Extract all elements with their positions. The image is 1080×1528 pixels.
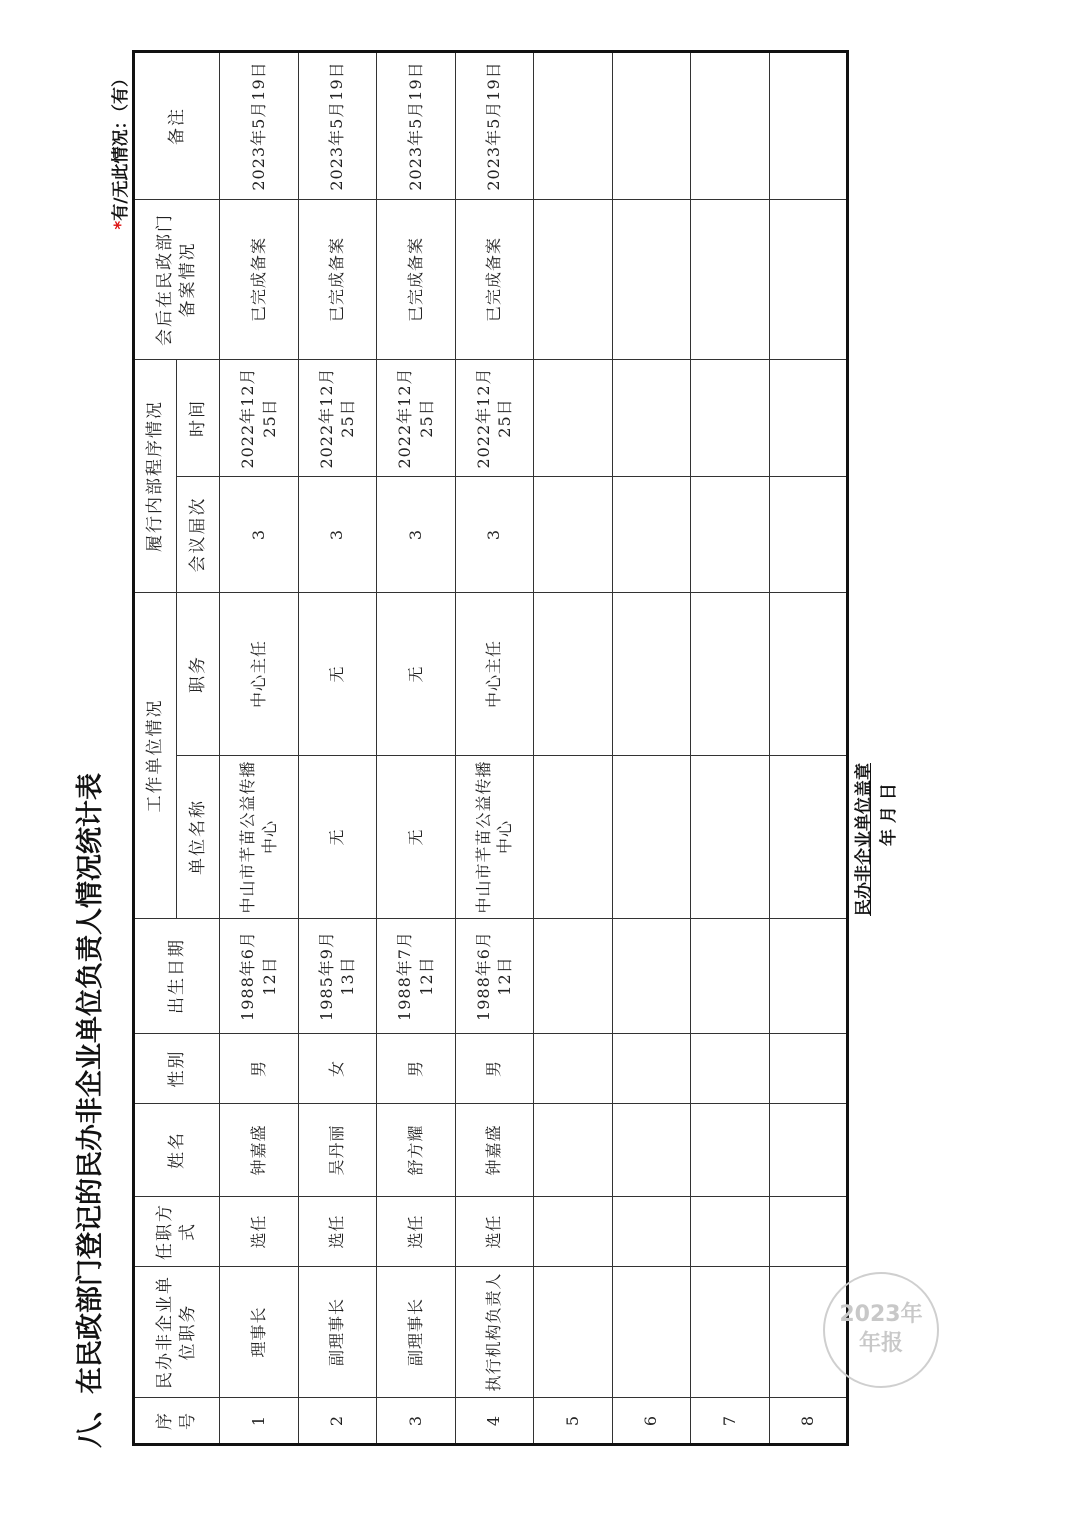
- cell-work-unit: [769, 756, 848, 919]
- header-seq: 序号: [134, 1398, 220, 1445]
- cell-position: [534, 1267, 613, 1398]
- availability-text: 有/无此情况：（有）: [111, 70, 131, 221]
- watermark-year: 2023年: [839, 1302, 923, 1328]
- cell-remark: [769, 52, 848, 200]
- cell-session: [769, 477, 848, 593]
- cell-position: 执行机构负责人: [455, 1267, 534, 1398]
- table-row: [455, 52, 534, 1445]
- header-proc-group: 履行内部程序情况: [134, 360, 177, 593]
- header-gender: 性别: [134, 1034, 220, 1104]
- cell-session: 3: [298, 477, 377, 593]
- cell-appoint: 选任: [455, 1197, 534, 1267]
- cell-work-post: 无: [298, 593, 377, 756]
- table-row: [769, 52, 848, 1445]
- cell-appoint: 选任: [220, 1197, 299, 1267]
- cell-name: 舒方耀: [377, 1104, 456, 1197]
- cell-seq: 6: [612, 1398, 691, 1445]
- cell-time: 2022年12月25日: [220, 360, 299, 477]
- cell-appoint: [612, 1197, 691, 1267]
- annual-report-watermark: [823, 1272, 939, 1388]
- cell-birth: 1988年7月12日: [377, 919, 456, 1034]
- header-birth: 出生日期: [134, 919, 220, 1034]
- cell-gender: [691, 1034, 770, 1104]
- cell-gender: 男: [455, 1034, 534, 1104]
- cell-time: 2022年12月25日: [377, 360, 456, 477]
- cell-session: [612, 477, 691, 593]
- cell-time: 2022年12月25日: [298, 360, 377, 477]
- cell-work-post: [534, 593, 613, 756]
- cell-filing: 已完成备案: [377, 200, 456, 360]
- cell-position: 副理事长: [298, 1267, 377, 1398]
- cell-birth: 1985年9月13日: [298, 919, 377, 1034]
- cell-position: 理事长: [220, 1267, 299, 1398]
- cell-seq: 3: [377, 1398, 456, 1445]
- cell-position: [612, 1267, 691, 1398]
- cell-work-unit: [534, 756, 613, 919]
- cell-work-post: 中心主任: [455, 593, 534, 756]
- cell-session: 3: [220, 477, 299, 593]
- cell-appoint: 选任: [298, 1197, 377, 1267]
- cell-name: 钟嘉盛: [220, 1104, 299, 1197]
- cell-time: 2022年12月25日: [455, 360, 534, 477]
- cell-time: [612, 360, 691, 477]
- header-appoint: 任职方式: [134, 1197, 220, 1267]
- cell-appoint: [534, 1197, 613, 1267]
- cell-work-unit: 中山市芊苗公益传播中心: [220, 756, 299, 919]
- cell-name: 钟嘉盛: [455, 1104, 534, 1197]
- table-row: [612, 52, 691, 1445]
- cell-remark: 2023年5月19日: [220, 52, 299, 200]
- cell-birth: 1988年6月12日: [220, 919, 299, 1034]
- header-work-group: 工作单位情况: [134, 593, 177, 919]
- cell-position: 副理事长: [377, 1267, 456, 1398]
- cell-time: [691, 360, 770, 477]
- cell-name: [769, 1104, 848, 1197]
- cell-work-post: [612, 593, 691, 756]
- cell-appoint: 选任: [377, 1197, 456, 1267]
- table-row: [691, 52, 770, 1445]
- cell-seq: 7: [691, 1398, 770, 1445]
- cell-filing: 已完成备案: [220, 200, 299, 360]
- cell-birth: [534, 919, 613, 1034]
- cell-work-unit: [612, 756, 691, 919]
- table-row: [377, 52, 456, 1445]
- cell-gender: [612, 1034, 691, 1104]
- header-filing: 会后在民政部门备案情况: [134, 200, 220, 360]
- cell-seq: 1: [220, 1398, 299, 1445]
- cell-remark: [534, 52, 613, 200]
- cell-work-unit: [691, 756, 770, 919]
- cell-session: 3: [377, 477, 456, 593]
- header-proc-session: 会议届次: [177, 477, 220, 593]
- cell-remark: 2023年5月19日: [455, 52, 534, 200]
- seal-date: 年 月 日: [878, 783, 899, 846]
- table-row: [298, 52, 377, 1445]
- seal-area: [852, 763, 901, 916]
- cell-birth: 1988年6月12日: [455, 919, 534, 1034]
- header-remark: 备注: [134, 52, 220, 200]
- cell-gender: 男: [220, 1034, 299, 1104]
- cell-birth: [769, 919, 848, 1034]
- cell-name: 吴丹丽: [298, 1104, 377, 1197]
- header-position: 民办非企业单位职务: [134, 1267, 220, 1398]
- table-row: [534, 52, 613, 1445]
- cell-session: [534, 477, 613, 593]
- cell-work-unit: 无: [377, 756, 456, 919]
- table-row: [220, 52, 299, 1445]
- header-work-unit: 单位名称: [177, 756, 220, 919]
- cell-remark: 2023年5月19日: [298, 52, 377, 200]
- cell-session: [691, 477, 770, 593]
- cell-work-post: 无: [377, 593, 456, 756]
- cell-filing: [769, 200, 848, 360]
- cell-filing: [612, 200, 691, 360]
- cell-work-post: [769, 593, 848, 756]
- availability-note: [106, 70, 131, 230]
- cell-appoint: [769, 1197, 848, 1267]
- cell-gender: [534, 1034, 613, 1104]
- cell-filing: [691, 200, 770, 360]
- cell-name: [534, 1104, 613, 1197]
- cell-gender: 女: [298, 1034, 377, 1104]
- cell-work-post: [691, 593, 770, 756]
- header-work-post: 职务: [177, 593, 220, 756]
- officers-table: [132, 50, 849, 1446]
- cell-work-unit: 中山市芊苗公益传播中心: [455, 756, 534, 919]
- page-title: 八、在民政部门登记的民办非企业单位负责人情况统计表: [75, 773, 106, 1448]
- cell-time: [534, 360, 613, 477]
- seal-label: 民办非企业单位盖章: [854, 763, 874, 916]
- cell-seq: 4: [455, 1398, 534, 1445]
- cell-filing: 已完成备案: [455, 200, 534, 360]
- cell-work-post: 中心主任: [220, 593, 299, 756]
- cell-birth: [691, 919, 770, 1034]
- cell-name: [612, 1104, 691, 1197]
- cell-time: [769, 360, 848, 477]
- cell-remark: [612, 52, 691, 200]
- header-proc-time: 时间: [177, 360, 220, 477]
- cell-seq: 5: [534, 1398, 613, 1445]
- cell-work-unit: 无: [298, 756, 377, 919]
- cell-filing: 已完成备案: [298, 200, 377, 360]
- cell-seq: 8: [769, 1398, 848, 1445]
- cell-appoint: [691, 1197, 770, 1267]
- cell-position: [691, 1267, 770, 1398]
- cell-gender: [769, 1034, 848, 1104]
- cell-remark: [691, 52, 770, 200]
- header-row-top: [134, 52, 177, 1445]
- cell-remark: 2023年5月19日: [377, 52, 456, 200]
- cell-filing: [534, 200, 613, 360]
- cell-birth: [612, 919, 691, 1034]
- header-name: 姓名: [134, 1104, 220, 1197]
- cell-session: 3: [455, 477, 534, 593]
- cell-seq: 2: [298, 1398, 377, 1445]
- cell-gender: 男: [377, 1034, 456, 1104]
- cell-name: [691, 1104, 770, 1197]
- watermark-label: 年报: [858, 1331, 903, 1356]
- required-star: *: [111, 220, 131, 230]
